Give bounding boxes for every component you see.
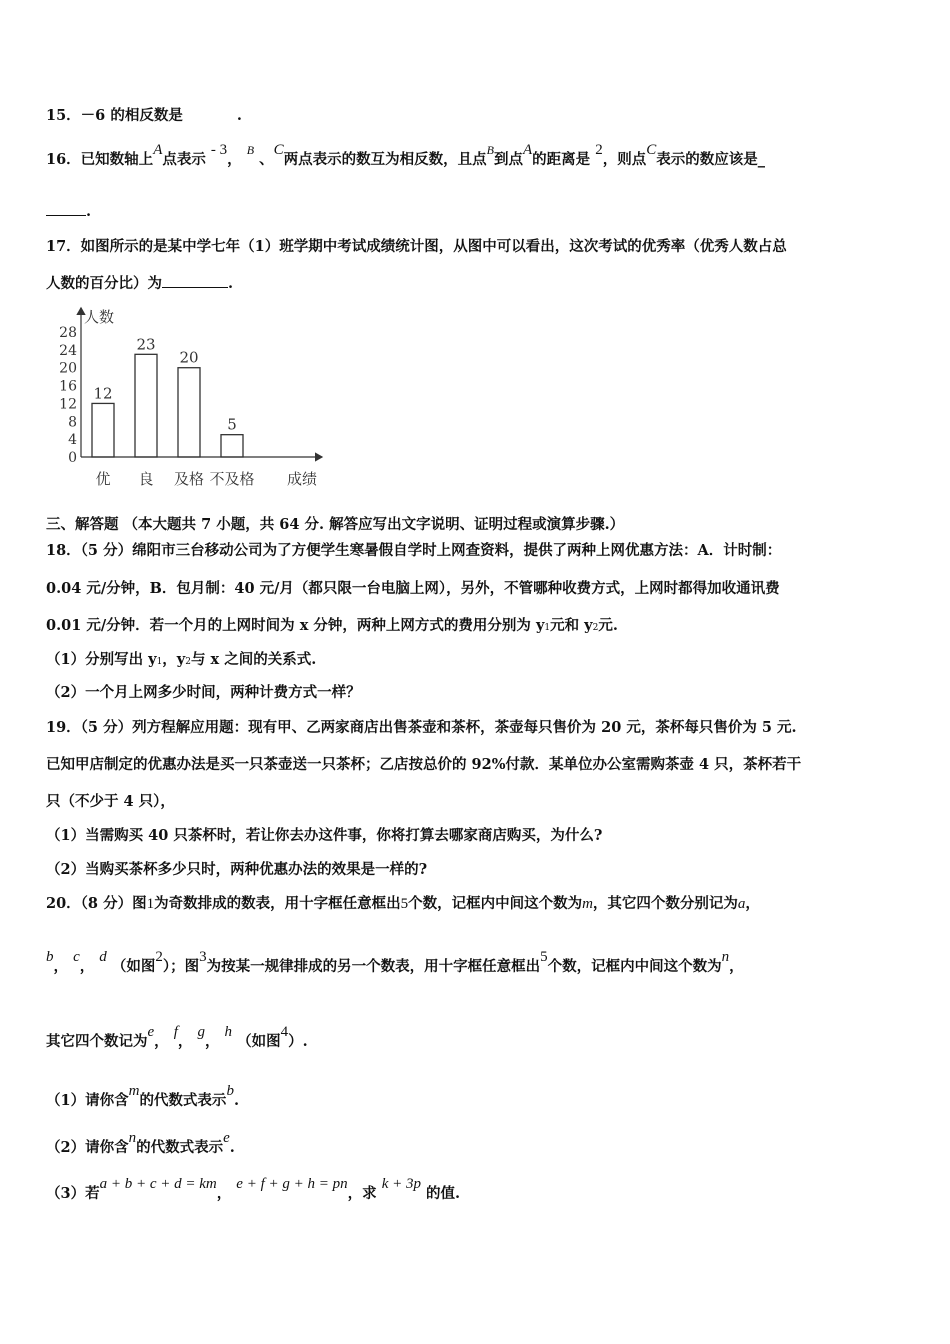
q15-text: 15．－6 的相反数是: [46, 107, 183, 124]
q20-text: （如图: [111, 958, 156, 975]
q20-text: ，: [53, 958, 68, 975]
question-20-part1: [46, 1083, 239, 1110]
q16-text: ，则点: [602, 151, 647, 168]
q18-text: 元和 y: [550, 617, 593, 634]
math-var-d: d: [99, 949, 107, 965]
q20-text: （3）若: [46, 1185, 100, 1202]
q16-text: 表示的数应该是_: [656, 151, 765, 168]
bar-value-label: 5: [227, 415, 237, 434]
q19-text: （2）当购买茶杯多少只时，两种优惠办法的效果是一样的?: [46, 861, 428, 878]
bar-value-label: 12: [93, 384, 113, 403]
q20-text: ）.: [288, 1033, 308, 1050]
bar: [135, 354, 157, 457]
q20-text: ，其它四个数分别记为: [592, 895, 738, 912]
x-axis-label: 成绩: [287, 470, 318, 488]
math-equation: e + f + g + h = pn: [236, 1176, 348, 1192]
math-var-b: B: [486, 143, 494, 157]
question-15: [46, 104, 242, 125]
q20-text: ，: [177, 1033, 193, 1050]
math-number: 5: [540, 949, 548, 965]
q20-text: ，: [729, 958, 744, 975]
math-number: 5: [400, 896, 409, 912]
question-18-line3: [46, 614, 618, 635]
q18-text: 与 x 之间的关系式.: [190, 651, 317, 668]
math-expression: k + 3p: [381, 1176, 421, 1192]
math-number: 4: [280, 1024, 289, 1040]
q20-text: 为奇数排成的数表，用十字框任意框出: [154, 895, 401, 912]
math-var-n: n: [721, 949, 730, 965]
question-18-part2: [46, 681, 361, 702]
q18-text: 0.04 元/分钟，B．包月制：40 元/月（都只限一台电脑上网），另外，不管哪种收费方式，上网时都得加收通讯费: [46, 580, 780, 597]
question-20-line3: [46, 1024, 308, 1051]
q20-text: （2）请你含: [46, 1139, 129, 1156]
math-var-a: A: [523, 142, 533, 158]
q19-text: 已知甲店制定的优惠办法是买一只茶壶送一只茶杯；乙店按总价的 92%付款．某单位办公室需购茶壶 4 只，茶杯若干: [46, 756, 802, 773]
q18-text: （1）分别写出 y: [46, 651, 157, 668]
q20-text: 的代数式表示: [139, 1092, 227, 1109]
q19-text: 19．（5 分）列方程解应用题：现有甲、乙两家商店出售茶壶和茶杯，茶壶每只售价为 20 元，茶杯每只售价为 5 元.: [46, 719, 797, 736]
q20-text: 的值.: [426, 1185, 461, 1202]
q20-text: （如图: [237, 1033, 281, 1050]
q20-text: 为按某一规律排成的另一个数表，用十字框任意框出: [206, 958, 541, 975]
q15-tail: .: [236, 107, 242, 124]
q17-tail: .: [228, 275, 234, 292]
subscript: 1: [544, 623, 551, 633]
q20-text: （1）请你含: [46, 1092, 129, 1109]
q18-text: （2）一个月上网多少时间，两种计费方式一样？: [46, 684, 361, 701]
question-16-line2: [46, 201, 91, 220]
q18-text: ，y: [162, 651, 186, 668]
section-3-heading: [46, 513, 624, 534]
q16-text: 、: [259, 151, 274, 168]
q20-text: .: [229, 1139, 235, 1156]
question-19-part2: [46, 858, 427, 879]
q16-text: 两点表示的数互为相反数，且点: [283, 151, 487, 168]
x-category-label: 优: [95, 470, 111, 488]
bar-value-label: 23: [136, 335, 156, 354]
question-16: [46, 142, 765, 169]
bar-chart: [44, 302, 344, 492]
q20-text: ，: [745, 895, 760, 912]
q20-text: ，: [154, 1033, 169, 1050]
y-tick-label: 12: [59, 396, 77, 413]
question-20-part2: [46, 1130, 235, 1157]
q16-text: 的距离是: [532, 151, 591, 168]
y-tick-label: 4: [68, 432, 77, 449]
q16-tail: .: [86, 203, 92, 220]
math-var-g: g: [197, 1024, 205, 1040]
y-tick-label: 20: [59, 360, 77, 377]
y-tick-label: 28: [59, 325, 77, 341]
q20-text: .: [233, 1092, 239, 1109]
math-number: 3: [199, 949, 207, 965]
answer-blank: [162, 273, 228, 288]
math-var-a: A: [153, 142, 163, 158]
question-18-part1: [46, 648, 316, 669]
math-var-c: C: [273, 142, 284, 158]
math-var-h: h: [224, 1024, 233, 1040]
q19-text: （1）当需购买 40 只茶杯时，若让你去办这件事，你将打算去哪家商店购买，为什么?: [46, 827, 603, 844]
bar-value-label: 20: [179, 348, 199, 367]
q20-text: ，: [79, 958, 95, 975]
question-17-line2: [46, 272, 233, 293]
q16-text: 16．已知数轴上: [46, 151, 154, 168]
q16-text: 到点: [494, 151, 523, 168]
q18-text: 元.: [598, 617, 618, 634]
math-var-b: b: [226, 1083, 234, 1099]
q20-text: 个数，记框内中间这个数为: [547, 958, 722, 975]
math-var-b: B: [246, 143, 255, 157]
y-tick-label: 16: [59, 378, 77, 395]
q17-text: 17．如图所示的是某中学七年（1）班学期中考试成绩统计图，从图中可以看出，这次考试的优秀率（优秀人数占总: [46, 238, 787, 255]
y-tick-label: 24: [59, 342, 77, 359]
question-18-line2: [46, 577, 780, 598]
math-equation: a + b + c + d = km: [99, 1176, 217, 1192]
q20-text: ，求: [347, 1185, 377, 1202]
math-var-n: n: [128, 1130, 137, 1146]
y-tick-label: 8: [68, 414, 77, 431]
question-20-part3: [46, 1176, 461, 1203]
question-18: [46, 539, 781, 560]
bar: [92, 403, 114, 457]
q16-text: 点表示: [162, 151, 206, 168]
answer-blank: [46, 201, 86, 216]
subscript: 1: [156, 657, 163, 667]
question-20-line2: [46, 949, 744, 976]
x-category-label: 良: [138, 470, 154, 488]
q20-text: ）；图: [162, 958, 200, 975]
math-var-a: a: [737, 896, 746, 912]
math-var-c: C: [646, 142, 657, 158]
q20-text: ，: [204, 1033, 220, 1050]
math-var-m: m: [582, 896, 593, 912]
question-19-part1: [46, 824, 602, 845]
q20-text: 个数，记框内中间这个数为: [408, 895, 583, 912]
y-axis-label: 人数: [84, 308, 115, 326]
q18-text: 0.01 元/分钟．若一个月的上网时间为 x 分钟，两种上网方式的费用分别为 y: [46, 617, 545, 634]
question-20: [46, 892, 760, 913]
q16-text: ，: [227, 151, 242, 168]
math-number: 1: [146, 896, 155, 912]
subscript: 2: [185, 657, 191, 667]
q17-text: 人数的百分比）为: [46, 275, 162, 292]
question-19-line3: [46, 790, 175, 811]
question-19: [46, 716, 797, 737]
q20-text: 其它四个数记为: [46, 1033, 148, 1050]
section-3-text: 三、解答题 （本大题共 7 小题，共 64 分. 解答应写出文字说明、证明过程或演算步骤.）: [46, 516, 625, 533]
x-category-label: 不及格: [209, 470, 255, 488]
math-number: 2: [155, 949, 163, 965]
math-number: - 3: [210, 142, 228, 158]
math-var-f: f: [173, 1024, 178, 1040]
math-var-b: b: [46, 949, 54, 965]
q20-text: ，: [216, 1185, 232, 1202]
math-var-m: m: [128, 1083, 140, 1099]
math-var-e: e: [147, 1024, 155, 1040]
question-17: [46, 235, 787, 256]
question-19-line2: [46, 753, 801, 774]
bar: [221, 435, 243, 457]
q20-text: 的代数式表示: [136, 1139, 224, 1156]
y-tick-label: 0: [68, 450, 77, 466]
x-category-label: 及格: [173, 470, 205, 488]
q20-text: 20．（8 分）图: [46, 895, 147, 912]
q19-text: 只（不少于 4 只），: [46, 793, 175, 810]
math-var-c: c: [73, 949, 80, 965]
math-var-e: e: [223, 1130, 230, 1146]
math-number: 2: [595, 142, 603, 158]
q18-text: 18．（5 分）绵阳市三台移动公司为了方便学生寒暑假自学时上网查资料，提供了两种上网优惠方法：A．计时制：: [46, 542, 782, 559]
subscript: 2: [592, 623, 599, 633]
bar: [178, 368, 200, 457]
